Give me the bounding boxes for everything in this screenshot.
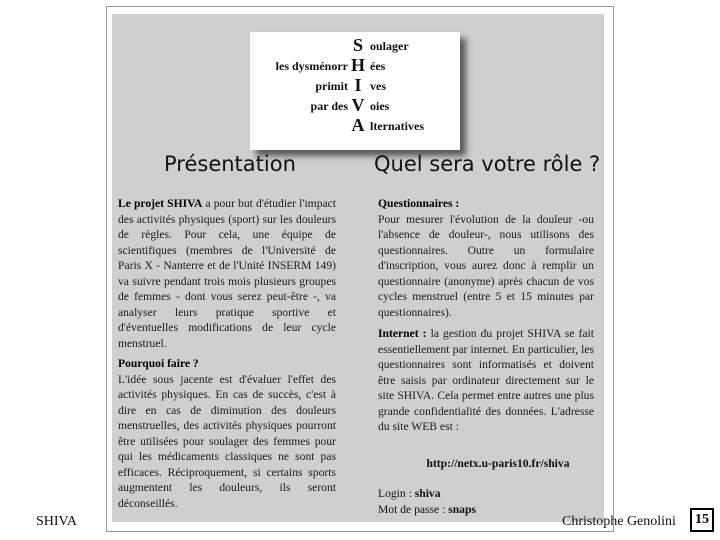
logo-right-text: oies xyxy=(370,99,390,113)
shiva-site-url: http://netx.u-paris10.fr/shiva xyxy=(426,457,570,470)
presentation-paragraph xyxy=(118,196,336,351)
footer-title: SHIVA xyxy=(36,514,77,529)
logo-left-text: par des xyxy=(310,99,348,113)
internet-heading: Internet : xyxy=(378,327,427,340)
why-heading: Pourquoi faire ? xyxy=(118,357,199,370)
shiva-logo xyxy=(250,32,460,150)
why-text: L'idée sous jacente est d'évaluer l'effet des activités physiques. En cas de succès, c'est à dire en cas de diminution des douleurs menstruelles, des activités physiques pourront être utilisées pour soulager des femmes pour qui les médicaments classiques ne sont pas efficaces. Réciproquement, si certains sports augmentent les douleurs, ils seront déconseillés. xyxy=(118,372,336,510)
page-number: 15 xyxy=(690,508,714,532)
logo-acronym-letter: V xyxy=(351,95,365,115)
login-value: shiva xyxy=(414,487,441,500)
logo-right-text: lternatives xyxy=(370,119,424,133)
password-value: snaps xyxy=(448,502,476,516)
questionnaires-heading: Questionnaires : xyxy=(378,197,460,210)
logo-row xyxy=(250,36,460,54)
logo-right-text: oulager xyxy=(370,39,409,53)
footer-author: Christophe Genolini xyxy=(562,514,676,529)
scanned-leaflet xyxy=(112,14,604,522)
credentials xyxy=(378,486,476,517)
presentation-title: Présentation xyxy=(164,152,296,176)
role-title: Quel sera votre rôle ? xyxy=(374,152,601,176)
questionnaires-text: Pour mesurer l'évolution de la douleur -ou l'absence de douleur-, nous utilisons des questionnaires. Outre un formulaire d'inscription, vous aurez donc à remplir un questionnaire (anonyme) après chacun de vos cycles menstruel (entre 5 et 15 minutes par questionnaires). xyxy=(378,212,594,319)
logo-acronym-letter: I xyxy=(354,75,362,95)
internet-section xyxy=(378,326,594,435)
logo-row xyxy=(250,96,460,114)
login-label: Login : xyxy=(378,487,412,500)
logo-acronym-letter: S xyxy=(352,35,363,55)
why-section xyxy=(118,356,336,511)
project-name: Le projet SHIVA xyxy=(118,197,203,210)
password-label: Mot de passe : xyxy=(378,502,446,516)
logo-acronym-letter: A xyxy=(351,115,365,135)
logo-row xyxy=(250,116,460,134)
logo-left-text: primit xyxy=(315,79,348,93)
internet-text: la gestion du projet SHIVA se fait essentiellement par internet. En particulier, les questionnaires sont informatisés et doivent être saisis par ordinateur directement sur le site SHIVA. Cela permet entre autres une plus grande confidentialité des données. L'adresse du site WEB est : xyxy=(378,327,594,433)
logo-acronym-letter: H xyxy=(350,55,365,75)
logo-row xyxy=(250,76,460,94)
logo-left-text: les dysménorr xyxy=(275,59,348,73)
logo-row xyxy=(250,56,460,74)
presentation-text: a pour but d'étudier l'impact des activités physiques (sport) sur les douleurs de règles. Pour cela, une équipe de scientifiques (membres de l'Université de Paris X - Nanterre et de l'Unité INSERM 149) va suivre pendant trois mois plusieurs groupes de femmes - dont vous serez peut-être -, va analyser leurs pratique sportive et d'éventuelles modifications de leur cycle menstruel. xyxy=(118,197,337,350)
logo-right-text: ées xyxy=(370,59,386,73)
logo-right-text: ves xyxy=(370,79,386,93)
questionnaires-section xyxy=(378,196,594,320)
